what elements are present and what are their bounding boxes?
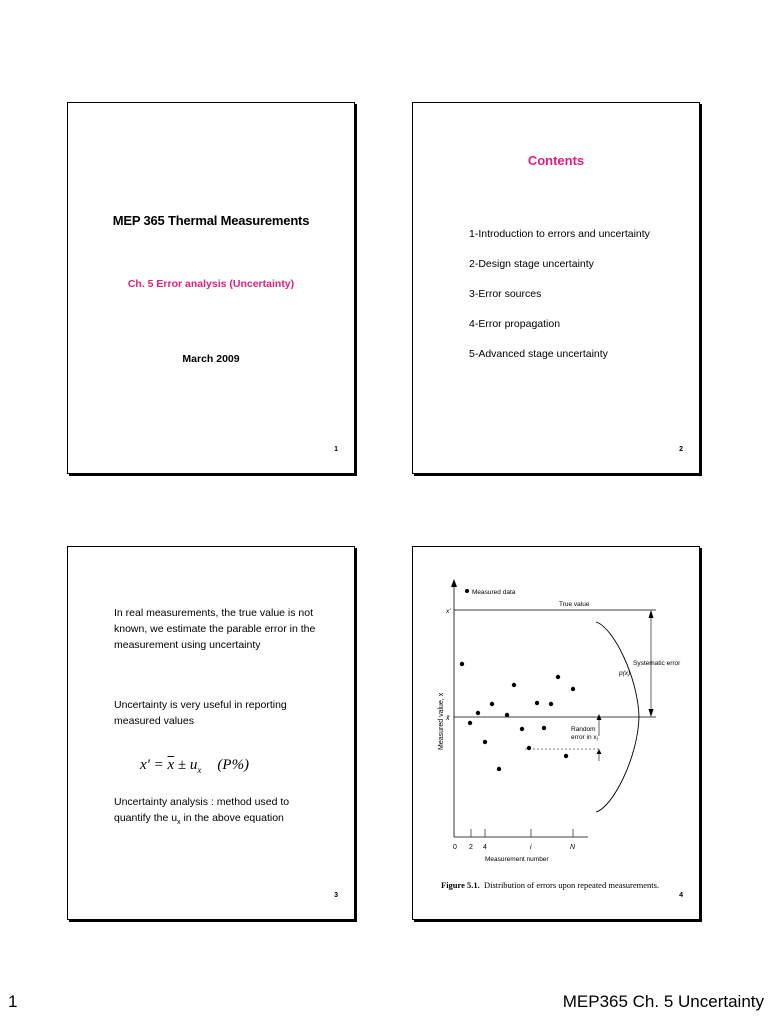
contents-item: 4-Error propagation bbox=[469, 318, 561, 330]
equation-u-sub: x bbox=[197, 765, 202, 775]
error-distribution-figure bbox=[413, 547, 700, 920]
slide-1-title: MEP 365 Thermal Measurements bbox=[112, 213, 310, 228]
x-tick-2: 2 bbox=[469, 844, 473, 851]
px-label: p(x) bbox=[619, 670, 631, 677]
legend-marker bbox=[465, 589, 469, 593]
document-title: MEP365 Ch. 5 Uncertainty bbox=[562, 992, 764, 1011]
contents-item: 3-Error sources bbox=[469, 288, 542, 300]
equation-lhs: x' = bbox=[140, 757, 168, 773]
para3-before: Uncertainty analysis : method used to quantify the u bbox=[114, 796, 290, 824]
contents-item: 5-Advanced stage uncertainty bbox=[469, 348, 608, 360]
contents-item: 2-Design stage uncertainty bbox=[469, 258, 594, 270]
uncertainty-equation bbox=[140, 757, 249, 775]
slide-3-paragraph-2: Uncertainty is very useful in reporting measured values bbox=[114, 699, 287, 727]
slide-2 bbox=[412, 102, 700, 474]
equation-u: u bbox=[189, 757, 198, 773]
slide-3-paragraph-3 bbox=[114, 794, 324, 831]
x-tick-i: i bbox=[530, 844, 532, 851]
figure-caption bbox=[441, 880, 659, 890]
true-value-label: True value bbox=[559, 601, 590, 608]
slide-1-date: March 2009 bbox=[182, 353, 240, 365]
equation-xbar: $\overline{x}$ bbox=[167, 757, 175, 773]
y-tick-mean: x̄ bbox=[446, 715, 450, 722]
slide-1 bbox=[67, 102, 355, 474]
slide-2-number: 2 bbox=[679, 446, 683, 453]
slide-1-number: 1 bbox=[334, 446, 338, 453]
slide-2-title: Contents bbox=[527, 153, 585, 168]
x-tick-0: 0 bbox=[453, 844, 457, 851]
slide-3-number: 3 bbox=[334, 892, 338, 899]
y-tick-true: x' bbox=[446, 608, 451, 615]
equation-percent: (P%) bbox=[217, 757, 250, 773]
x-tick-4: 4 bbox=[483, 844, 487, 851]
slide-3 bbox=[67, 546, 355, 920]
slide-4 bbox=[412, 546, 700, 920]
para3-after: in the above equation bbox=[180, 812, 284, 824]
equation-pm: ± bbox=[174, 757, 190, 773]
y-axis-arrow bbox=[451, 579, 457, 587]
systematic-error-label: Systematic error bbox=[633, 660, 681, 667]
page-number: 1 bbox=[8, 992, 18, 1011]
caption-text: Distribution of errors upon repeated measurements. bbox=[483, 880, 660, 890]
measured-data-points bbox=[460, 662, 575, 771]
slide-4-number: 4 bbox=[679, 892, 683, 899]
random-error-label-1: Random bbox=[571, 726, 596, 733]
contents-list bbox=[469, 227, 650, 377]
slide-3-paragraph-1: In real measurements, the true value is not known, we estimate the parable error in the measurement using uncertainty bbox=[114, 607, 316, 651]
contents-item: 1-Introduction to errors and uncertainty bbox=[469, 228, 650, 240]
slide-1-subtitle: Ch. 5 Error analysis (Uncertainty) bbox=[127, 278, 295, 290]
x-tick-n: N bbox=[570, 844, 576, 851]
para3-sub: x bbox=[177, 819, 181, 827]
y-axis-label: Measured value, x bbox=[438, 692, 445, 750]
caption-bold: Figure 5.1. bbox=[441, 880, 480, 890]
random-error-label-2: error in $x_i$ bbox=[571, 734, 598, 743]
legend-label: Measured data bbox=[472, 589, 516, 596]
x-axis-label: Measurement number bbox=[485, 856, 549, 863]
